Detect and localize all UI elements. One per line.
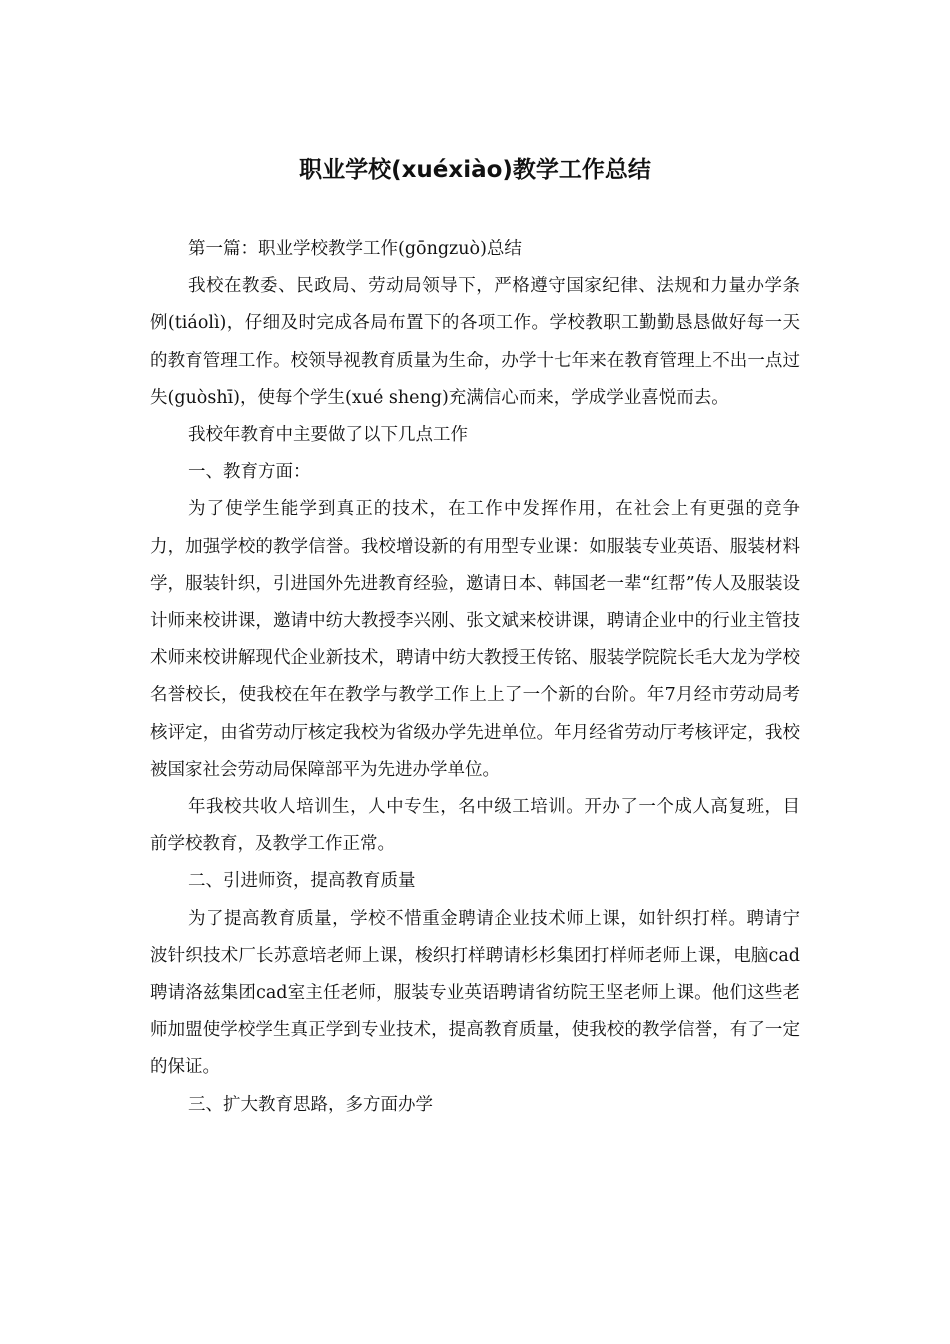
- document-body: [150, 231, 800, 1124]
- paragraph: 我校年教育中主要做了以下几点工作: [188, 425, 468, 446]
- section-heading: 二、引进师资，提高教育质量: [188, 871, 416, 892]
- paragraph: 我校在教委、民政局、劳动局领导下，严格遵守国家纪律、法规和力量办学条例(tiáolì)，仔细及时完成各局布置下的各项工作。学校教职工勤勤恳恳做好每一天的教育管理工作。校领导视教育质量为生命，办学十七年来在教育管理上不出一点过失(guòshī)，使每个学生(xué sheng)充满信心而来，学成学业喜悦而去。: [150, 276, 800, 408]
- paragraph: 为了提高教育质量，学校不惜重金聘请企业技术师上课，如针织打样。聘请宁波针织技术厂长苏意培老师上课，梭织打样聘请杉杉集团打样师老师上课，电脑cad聘请洛兹集团cad室主任老师，服装专业英语聘请省纺院王坚老师上课。他们这些老师加盟使学校学生真正学到专业技术，提高教育质量，使我校的教学信誉，有了一定的保证。: [150, 908, 800, 1078]
- section-heading: 三、扩大教育思路，多方面办学: [188, 1094, 433, 1115]
- section-heading: 第一篇：职业学校教学工作(gōngzuò)总结: [188, 239, 522, 259]
- paragraph: 为了使学生能学到真正的技术，在工作中发挥作用，在社会上有更强的竞争力，加强学校的教学信誉。我校增设新的有用型专业课：如服装专业英语、服装材料学，服装针织，引进国外先进教育经验，邀请日本、韩国老一辈“红帮”传人及服装设计师来校讲课，邀请中纺大教授李兴刚、张文斌来校讲课，聘请企业中的行业主管技术师来校讲解现代企业新技术，聘请中纺大教授王传铭、服装学院院长毛大龙为学校名誉校长，使我校在年在教学与教学工作上上了一个新的台阶。年7月经市劳动局考核评定，由省劳动厅核定我校为省级办学先进单位。年月经省劳动厅考核评定，我校被国家社会劳动局保障部平为先进办学单位。: [150, 499, 800, 780]
- paragraph: 年我校共收人培训生，人中专生，名中级工培训。开办了一个成人高复班，目前学校教育，及教学工作正常。: [150, 797, 800, 855]
- document-title: 职业学校(xuéxiào)教学工作总结: [299, 157, 651, 183]
- section-heading: 一、教育方面：: [188, 462, 311, 483]
